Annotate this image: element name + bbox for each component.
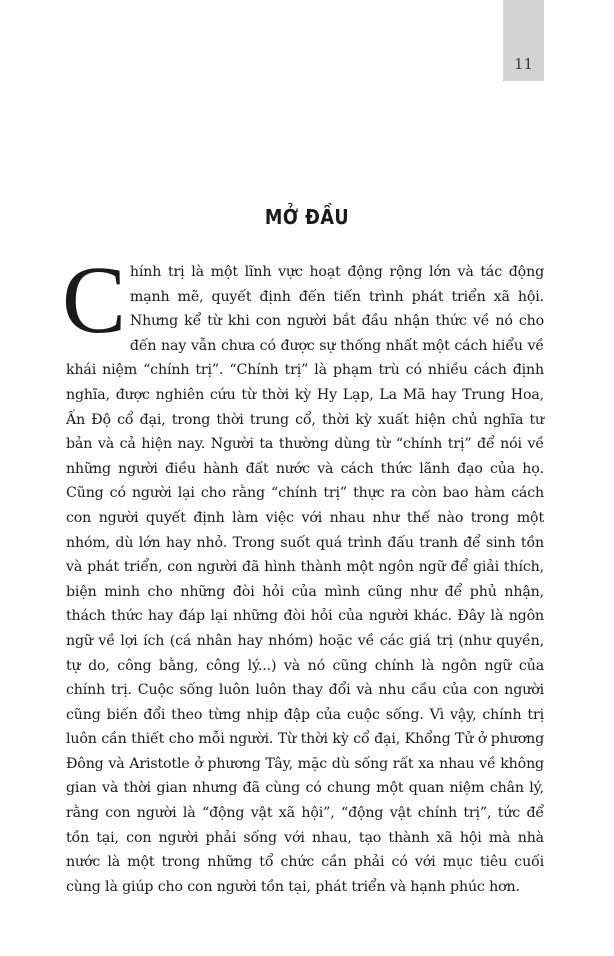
paragraph-text: hính trị là một lĩnh vực hoạt động rộng lớn và tác động mạnh mẽ, quyết định đến tiến trình phát triển xã hội. Nhưng kể từ khi con người bắt đầu nhận thức về nó cho đến nay vẫn chưa có được sự thống nhất một cách hiểu về khái niệm “chính trị”. “Chính trị” là phạm trù có nhiều cách định nghĩa, được nghiên cứu từ thời kỳ Hy Lạp, La Mã hay Trung Hoa, Ấn Độ cổ đại, trong thời trung cổ, thời kỳ xuất hiện chủ nghĩa tư bản và cả hiện nay. Người ta thường dùng từ “chính trị” để nói về những người điều hành đất nước và cách thức lãnh đạo của họ. Cũng có người lại cho rằng “chính trị” thực ra còn bao hàm cách con người quyết định làm việc với nhau như thế nào trong một nhóm, dù lớn hay nhỏ. Trong suốt quá trình đấu tranh để sinh tồn và phát triển, con người đã hình thành một ngôn ngữ để giải thích, biện minh cho những đòi hỏi của mình cũng như để phủ nhận, thách thức hay đáp lại những đòi hỏi của người khác. Đây là ngôn ngữ về lợi ích (cá nhân hay nhóm) hoặc về các giá trị (như quyền, tự do, công bằng, công lý...) và nó cũng chính là ngôn ngữ của chính trị. Cuộc sống luôn luôn thay đổi và nhu cầu của con người cũng biến đổi theo từng nhịp đập của cuộc sống. Vì vậy, chính trị luôn cần thiết cho mỗi người. Từ thời kỳ cổ đại, Khổng Tử ở phương Đông và Aristotle ở phương Tây, mặc dù sống rất xa nhau về không gian và thời gian nhưng đã cùng có chung một quan niệm chân lý, rằng con người là “động vật xã hội”, “động vật chính trị”, tức để tồn tại, con người phải sống với nhau, tạo thành xã hội mà nhà nước là một trong những tổ chức cần phải có với mục tiêu cuối cùng là giúp cho con người tồn tại, phát triển và hạnh phúc hơn. — [66, 264, 544, 895]
body-paragraph — [62, 246, 544, 899]
page-number-tab — [503, 0, 544, 81]
drop-cap: C — [62, 246, 126, 353]
chapter-title: MỞ ĐẦU — [264, 205, 350, 230]
page-number: 11 — [513, 55, 534, 73]
